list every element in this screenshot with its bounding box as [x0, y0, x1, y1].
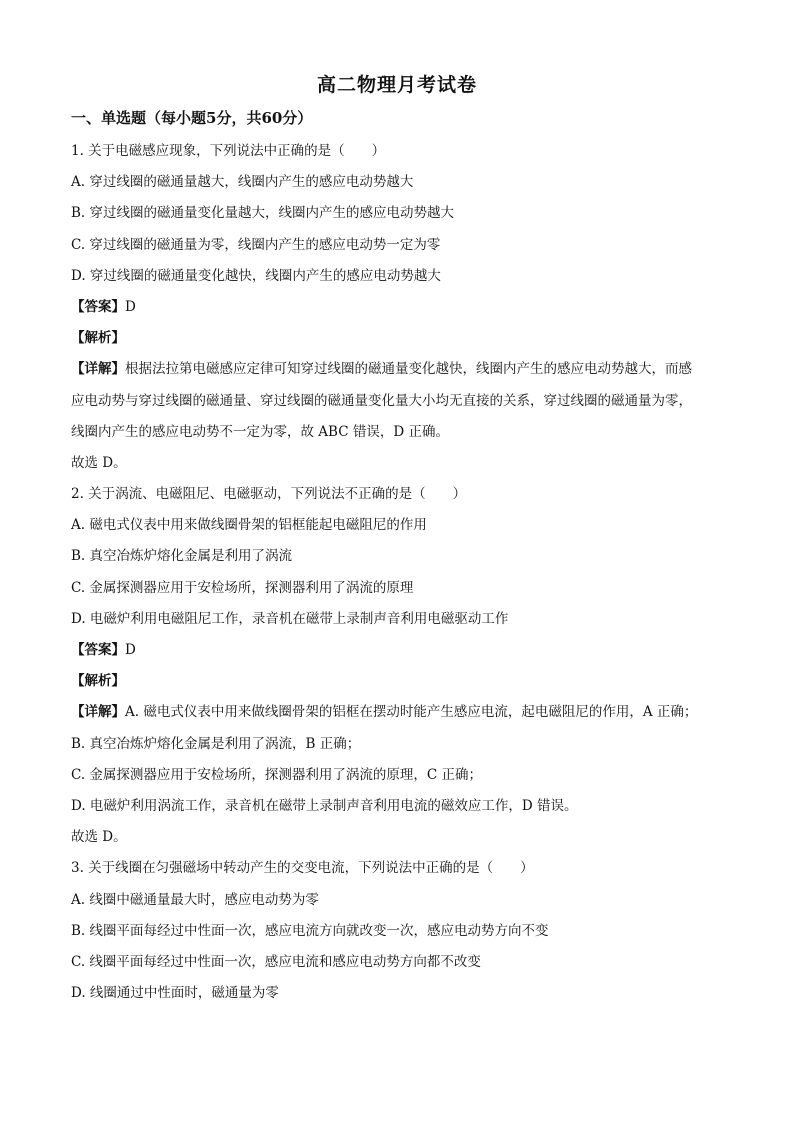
question-3-stem: 3. 关于线圈在匀强磁场中转动产生的交变电流，下列说法中正确的是（ ）: [71, 860, 534, 877]
question-1-conclusion: 故选 D。: [71, 454, 127, 471]
question-2-option-a: A. 磁电式仪表中用来做线圈骨架的铝框能起电磁阻尼的作用: [71, 517, 427, 534]
question-2-option-c: C. 金属探测器应用于安检场所，探测器利用了涡流的原理: [71, 579, 414, 596]
question-2-detail-line-3: C. 金属探测器应用于安检场所，探测器利用了涡流的原理，C 正确；: [71, 766, 483, 783]
question-1-option-c: C. 穿过线圈的磁通量为零，线圈内产生的感应电动势一定为零: [71, 236, 441, 253]
question-1-answer: [71, 296, 721, 327]
answer-value: D: [125, 642, 136, 658]
answer-tag: 【答案】: [71, 642, 125, 658]
section-heading: 一、单选题（每小题5分，共60分）: [71, 109, 313, 127]
page-title: 高二物理月考试卷: [316, 74, 477, 96]
question-3-option-b: B. 线圈平面每经过中性面一次，感应电流方向就改变一次，感应电动势方向不变: [71, 922, 549, 939]
question-2-conclusion: 故选 D。: [71, 829, 127, 846]
detail-text: 根据法拉第电磁感应定律可知穿过线圈的磁通量变化越快，线圈内产生的感应电动势越大，而感: [125, 361, 692, 378]
answer-tag: 【答案】: [71, 298, 125, 315]
question-3-option-a: A. 线圈中磁通量最大时，感应电动势为零: [71, 891, 319, 908]
detail-tag: 【详解】: [71, 704, 125, 721]
analysis-tag: 【解析】: [71, 330, 125, 347]
detail-tag: 【详解】: [71, 361, 125, 378]
question-2-option-b: B. 真空冶炼炉熔化金属是利用了涡流: [71, 548, 293, 565]
question-2-analysis: [71, 670, 721, 701]
question-2-answer: [71, 639, 721, 670]
question-1-analysis: [71, 327, 721, 358]
question-2-option-d: D. 电磁炉利用电磁阻尼工作，录音机在磁带上录制声音利用电磁驱动工作: [71, 610, 509, 627]
question-2-detail-line-1: [71, 701, 721, 732]
question-1-option-a: A. 穿过线圈的磁通量越大，线圈内产生的感应电动势越大: [71, 174, 414, 191]
question-1-detail-line-1: [71, 358, 721, 389]
question-3-option-d: D. 线圈通过中性面时，磁通量为零: [71, 985, 279, 1002]
question-list: [71, 140, 721, 1013]
question-1-detail-line-3: 线圈内产生的感应电动势不一定为零，故 ABC 错误，D 正确。: [71, 423, 449, 440]
detail-text: A. 磁电式仪表中用来做线圈骨架的铝框在摆动时能产生感应电流，起电磁阻尼的作用，A 正确；: [125, 704, 698, 721]
question-3-option-c: C. 线圈平面每经过中性面一次，感应电流和感应电动势方向都不改变: [71, 953, 481, 970]
analysis-tag: 【解析】: [71, 673, 125, 690]
question-1-option-d: D. 穿过线圈的磁通量变化越快，线圈内产生的感应电动势越大: [71, 267, 441, 284]
question-1-option-b: B. 穿过线圈的磁通量变化量越大，线圈内产生的感应电动势越大: [71, 205, 455, 222]
question-1-stem: 1. 关于电磁感应现象，下列说法中正确的是（ ）: [71, 143, 386, 159]
question-2-stem: 2. 关于涡流、电磁阻尼、电磁驱动，下列说法不正确的是（ ）: [71, 486, 467, 503]
question-2-detail-line-2: B. 真空冶炼炉熔化金属是利用了涡流，B 正确；: [71, 735, 361, 752]
answer-value: D: [125, 298, 136, 315]
question-2-detail-line-4: D. 电磁炉利用涡流工作，录音机在磁带上录制声音利用电流的磁效应工作，D 错误。: [71, 797, 578, 814]
question-1-detail-line-2: 应电动势与穿过线圈的磁通量、穿过线圈的磁通量变化量大小均无直接的关系，穿过线圈的磁通量为零，: [71, 392, 692, 409]
